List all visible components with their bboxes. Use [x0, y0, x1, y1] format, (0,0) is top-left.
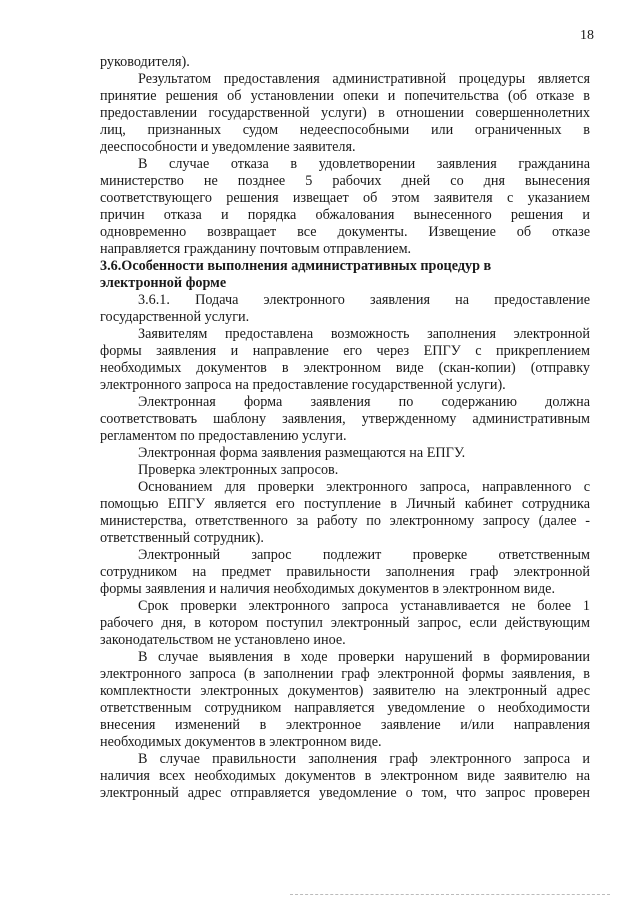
text-line: комплектности электронных документов) заявителю на электронный адрес [100, 683, 590, 699]
text-line: направляется гражданину почтовым отправлением. [100, 241, 412, 257]
text-line: сотрудником на предмет правильности заполнения граф электронной [100, 564, 590, 580]
text-line: законодательством не установлено иное. [100, 632, 346, 648]
text-line: необходимых документов в электронном виде. [100, 734, 382, 750]
text-line: формы заявления и наличия необходимых документов в электронном виде. [100, 581, 556, 597]
document-body [100, 54, 590, 802]
text-line: ответственным сотрудником направляется уведомление о необходимости [100, 700, 590, 716]
text-line: внесения изменений в электронное заявление и/или направления [100, 717, 590, 733]
text-line: В случае отказа в удовлетворении заявления гражданина [138, 156, 590, 172]
text-line: формы заявления и направление его через ЕПГУ с прикреплением [100, 343, 590, 359]
text-line: Основанием для проверки электронного запроса, направленного с [138, 479, 590, 495]
text-line: государственной услуги. [100, 309, 250, 325]
text-line: 3.6.1. Подача электронного заявления на предоставление [138, 292, 590, 308]
text-line: электронного запроса (в заполнении граф электронной формы заявления, в [100, 666, 590, 682]
text-line: Заявителям предоставлена возможность заполнения электронной [138, 326, 590, 342]
text-line: необходимых документов в электронном виде (скан-копии) (отправку [100, 360, 590, 376]
text-line: электронного запроса на предоставление государственной услуги). [100, 377, 506, 393]
text-line: принятие решения об установлении опеки и попечительства (об отказе в [100, 88, 590, 104]
text-line: соответствующего решения извещает об этом заявителя с указанием [100, 190, 590, 206]
text-line: руководителя). [100, 54, 190, 70]
text-line: рабочего дня, в котором поступил электронный запрос, если действующим [100, 615, 590, 631]
text-line: Проверка электронных запросов. [138, 462, 339, 478]
text-line: В случае выявления в ходе проверки нарушений в формировании [138, 649, 590, 665]
text-line: министерства, ответственного за работу по электронному запросу (далее - [100, 513, 590, 529]
text-line: ответственный сотрудник). [100, 530, 264, 546]
text-line: дееспособности и уведомление заявителя. [100, 139, 356, 155]
text-line: Электронный запрос подлежит проверке ответственным [138, 547, 590, 563]
text-line: предоставлении государственной услуги) в отношении совершеннолетних [100, 105, 590, 121]
text-line: соответствовать шаблону заявления, утвержденному административным [100, 411, 590, 427]
text-line: Электронная форма заявления по содержанию должна [138, 394, 590, 410]
text-line: Электронная форма заявления размещаются на ЕПГУ. [138, 445, 466, 461]
text-line: наличия всех необходимых документов в электронном виде заявителю на [100, 768, 590, 784]
text-line: лиц, признанных судом недееспособными или ограниченных в [100, 122, 590, 138]
section-heading-line: 3.6.Особенности выполнения административных процедур в [100, 258, 492, 274]
text-line: электронный адрес отправляется уведомление о том, что запрос проверен [100, 785, 590, 801]
section-heading-line: электронной форме [100, 275, 227, 291]
page-number: 18 [580, 28, 594, 43]
text-line: одновременно возвращает все документы. Извещение об отказе [100, 224, 590, 240]
text-line: Результатом предоставления административной процедуры является [138, 71, 590, 87]
text-line: помощью ЕПГУ является его поступление в Личный кабинет сотрудника [100, 496, 590, 512]
text-line: причин отказа и порядка обжалования вынесенного решения и [100, 207, 590, 223]
text-line: министерство не позднее 5 рабочих дней со дня вынесения [100, 173, 590, 189]
text-line: регламентом по предоставлению услуги. [100, 428, 347, 444]
text-line: Срок проверки электронного запроса устанавливается не более 1 [138, 598, 590, 614]
scan-artifact-line [290, 894, 610, 895]
text-line: В случае правильности заполнения граф электронного запроса и [138, 751, 590, 767]
